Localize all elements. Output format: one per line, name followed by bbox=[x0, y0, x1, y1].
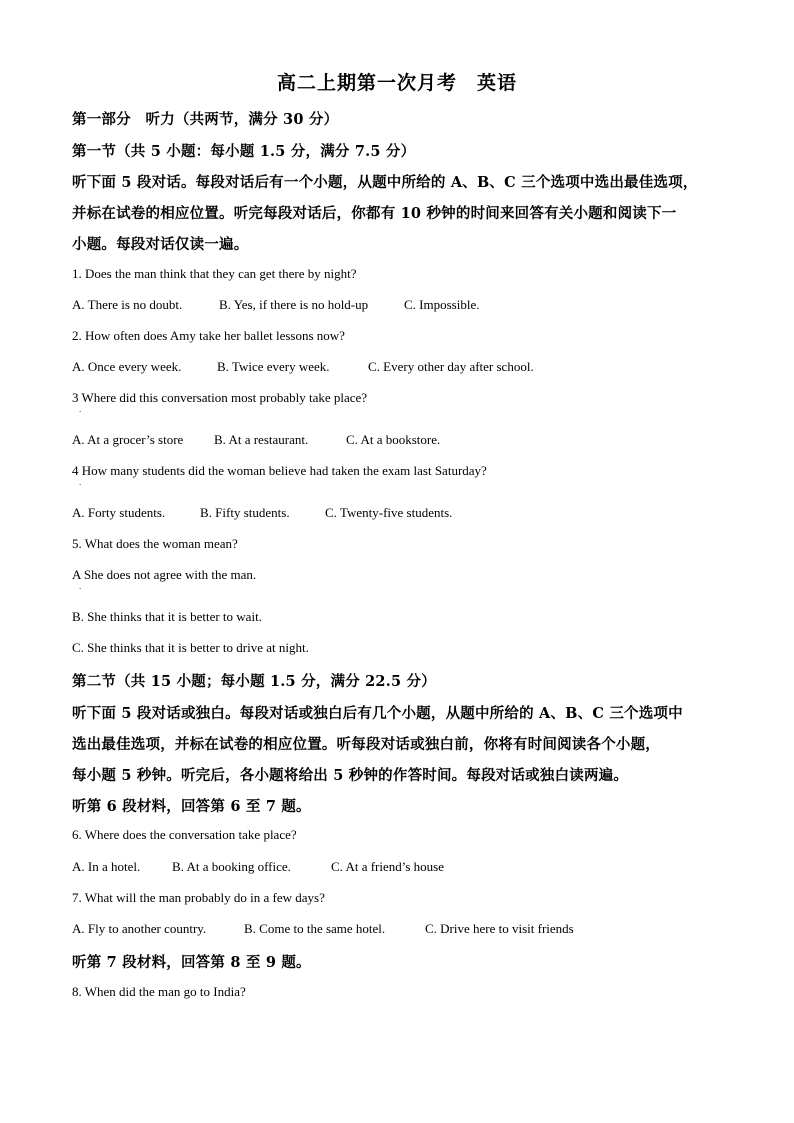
section1-instruction-line: 听下面 5 段对话。每段对话后有一个小题，从题中所给的 A、B、C 三个选项中选出最佳选项， bbox=[72, 174, 698, 191]
section2-instruction-line: 每小题 5 秒钟。听完后，各小题将给出 5 秒钟的作答时间。每段对话或独白读两遍。 bbox=[72, 767, 629, 784]
question-stem: 5. What does the woman mean? bbox=[72, 536, 238, 551]
option-row bbox=[72, 921, 574, 937]
option-a: A. There is no doubt. bbox=[72, 297, 183, 312]
option-a: A. At a grocer’s store bbox=[72, 432, 184, 447]
option-b: B. At a restaurant. bbox=[214, 432, 309, 447]
material-heading: 听第 7 段材料，回答第 8 至 9 题。 bbox=[72, 954, 311, 971]
question-stem: 7. What will the man probably do in a few days? bbox=[72, 890, 325, 905]
option-c: C. She thinks that it is better to drive at night. bbox=[72, 640, 309, 655]
option-row bbox=[72, 297, 479, 313]
option-row bbox=[72, 505, 452, 521]
question-stem: 2. How often does Amy take her ballet lessons now? bbox=[72, 328, 345, 343]
question-stem: 6. Where does the conversation take place? bbox=[72, 827, 297, 842]
stray-mark: . bbox=[79, 581, 82, 591]
stray-mark: . bbox=[79, 477, 82, 487]
question-stem: 4 How many students did the woman believe had taken the exam last Saturday? bbox=[72, 463, 487, 478]
option-c: C. Drive here to visit friends bbox=[425, 921, 574, 936]
option-a: A. Once every week. bbox=[72, 359, 182, 374]
section2-heading: 第二节（共 15 小题；每小题 1.5 分，满分 22.5 分） bbox=[72, 673, 436, 690]
option-a: A. Forty students. bbox=[72, 505, 166, 520]
option-a: A She does not agree with the man. bbox=[72, 567, 257, 582]
exam-title: 高二上期第一次月考 英语 bbox=[276, 72, 517, 94]
question-stem: 1. Does the man think that they can get there by night? bbox=[72, 266, 357, 281]
option-c: C. At a bookstore. bbox=[346, 432, 441, 447]
option-a: A. In a hotel. bbox=[72, 859, 141, 874]
option-b: B. Yes, if there is no hold-up bbox=[219, 297, 369, 312]
option-b: B. Come to the same hotel. bbox=[244, 921, 386, 936]
option-c: C. Impossible. bbox=[404, 297, 480, 312]
option-c: C. Every other day after school. bbox=[368, 359, 534, 374]
option-c: C. At a friend’s house bbox=[331, 859, 445, 874]
option-b: B. Twice every week. bbox=[217, 359, 330, 374]
section1-heading: 第一节（共 5 小题：每小题 1.5 分，满分 7.5 分） bbox=[72, 143, 416, 160]
stray-mark: . bbox=[79, 404, 82, 414]
question-stem: 3 Where did this conversation most probably take place? bbox=[72, 390, 368, 405]
option-c: C. Twenty-five students. bbox=[325, 505, 453, 520]
option-b: B. She thinks that it is better to wait. bbox=[72, 609, 262, 624]
option-row bbox=[72, 359, 534, 375]
option-b: B. Fifty students. bbox=[200, 505, 290, 520]
option-b: B. At a booking office. bbox=[172, 859, 291, 874]
section1-instruction-line: 并标在试卷的相应位置。听完每段对话后，你都有 10 秒钟的时间来回答有关小题和阅读下一 bbox=[72, 205, 677, 222]
part1-heading: 第一部分 听力（共两节，满分 30 分） bbox=[72, 111, 339, 128]
section1-instruction-line: 小题。每段对话仅读一遍。 bbox=[72, 236, 249, 253]
option-row bbox=[72, 859, 444, 875]
section2-instruction-line: 听下面 5 段对话或独白。每段对话或独白后有几个小题，从题中所给的 A、B、C 三个选项中 bbox=[72, 705, 683, 722]
section2-instruction-line: 选出最佳选项，并标在试卷的相应位置。听每段对话或独白前，你将有时间阅读各个小题， bbox=[72, 736, 660, 753]
material-heading: 听第 6 段材料，回答第 6 至 7 题。 bbox=[72, 798, 311, 815]
option-a: A. Fly to another country. bbox=[72, 921, 207, 936]
option-row bbox=[72, 432, 440, 448]
question-stem: 8. When did the man go to India? bbox=[72, 984, 246, 999]
